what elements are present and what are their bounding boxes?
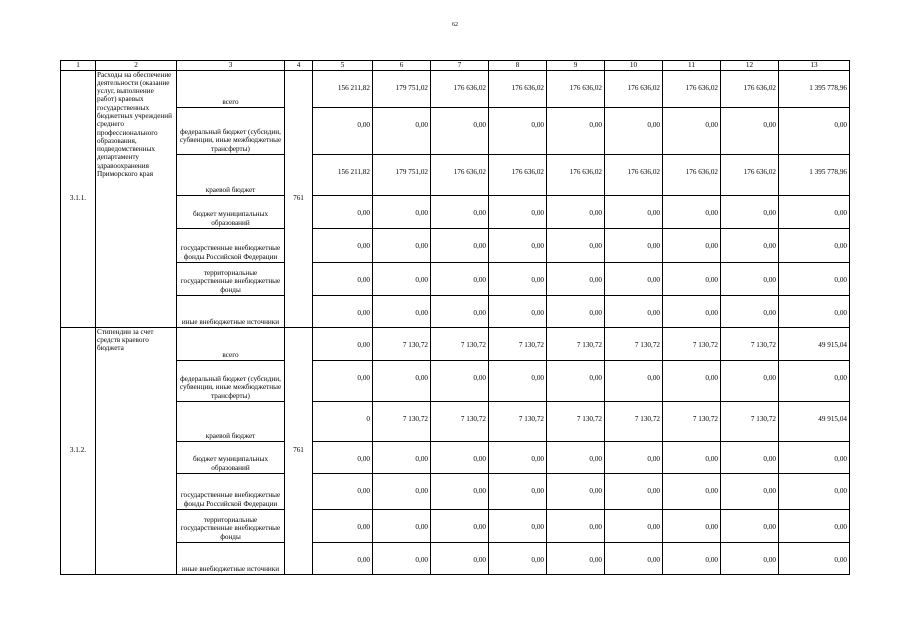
value-cell: 176 636,02 <box>663 70 721 107</box>
column-number: 2 <box>96 61 177 71</box>
value-cell: 0,00 <box>373 441 431 473</box>
column-number: 10 <box>605 61 663 71</box>
value-cell: 156 211,82 <box>313 70 373 107</box>
value-cell: 0,00 <box>779 262 850 295</box>
value-cell: 49 915,04 <box>779 401 850 441</box>
value-cell: 0,00 <box>779 473 850 509</box>
value-cell: 0,00 <box>431 295 489 327</box>
value-cell: 0,00 <box>547 473 605 509</box>
value-cell: 0,00 <box>547 441 605 473</box>
value-cell: 0,00 <box>779 441 850 473</box>
value-cell: 0,00 <box>373 195 431 228</box>
value-cell: 0,00 <box>547 262 605 295</box>
funding-source-label: государственные внебюджетные фонды Российской Федерации <box>177 473 285 509</box>
value-cell: 7 130,72 <box>373 327 431 360</box>
value-cell: 0,00 <box>431 542 489 574</box>
value-cell: 0,00 <box>489 295 547 327</box>
value-cell: 0,00 <box>605 262 663 295</box>
value-cell: 7 130,72 <box>373 401 431 441</box>
value-cell: 0,00 <box>663 295 721 327</box>
column-number: 13 <box>779 61 850 71</box>
page-number: 62 <box>452 22 458 28</box>
column-number: 7 <box>431 61 489 71</box>
value-cell: 7 130,72 <box>721 327 779 360</box>
value-cell: 0,00 <box>605 195 663 228</box>
value-cell: 0,00 <box>489 542 547 574</box>
value-cell: 0,00 <box>313 228 373 262</box>
value-cell: 176 636,02 <box>431 70 489 107</box>
value-cell: 0,00 <box>313 295 373 327</box>
value-cell: 49 915,04 <box>779 327 850 360</box>
funding-source-label: федеральный бюджет (субсидии, субвенции, иные межбюджетные трансферты) <box>177 360 285 401</box>
value-cell: 7 130,72 <box>431 401 489 441</box>
column-number: 5 <box>313 61 373 71</box>
value-cell: 0,00 <box>313 262 373 295</box>
value-cell: 0,00 <box>547 295 605 327</box>
value-cell: 0,00 <box>663 473 721 509</box>
table-row <box>61 542 850 574</box>
value-cell: 7 130,72 <box>605 401 663 441</box>
table-row <box>61 360 850 401</box>
value-cell: 0,00 <box>605 107 663 154</box>
value-cell: 7 130,72 <box>721 401 779 441</box>
value-cell: 0,00 <box>547 195 605 228</box>
value-cell: 1 395 778,96 <box>779 154 850 195</box>
value-cell: 0,00 <box>547 542 605 574</box>
value-cell: 0,00 <box>431 228 489 262</box>
funding-source-label: всего <box>177 327 285 360</box>
value-cell: 0,00 <box>779 228 850 262</box>
value-cell: 0,00 <box>721 262 779 295</box>
value-cell: 179 751,02 <box>373 154 431 195</box>
value-cell: 0,00 <box>605 441 663 473</box>
value-cell: 0,00 <box>779 509 850 542</box>
value-cell: 176 636,02 <box>721 154 779 195</box>
value-cell: 7 130,72 <box>431 327 489 360</box>
value-cell: 0,00 <box>373 509 431 542</box>
table-row <box>61 509 850 542</box>
value-cell: 0,00 <box>605 228 663 262</box>
value-cell: 0,00 <box>779 360 850 401</box>
value-cell: 0,00 <box>721 295 779 327</box>
value-cell: 0,00 <box>721 441 779 473</box>
value-cell: 0,00 <box>489 195 547 228</box>
table-row <box>61 228 850 262</box>
value-cell: 0,00 <box>313 542 373 574</box>
value-cell: 0,00 <box>431 360 489 401</box>
table-row <box>61 70 850 107</box>
value-cell: 0,00 <box>547 107 605 154</box>
column-number: 8 <box>489 61 547 71</box>
value-cell: 7 130,72 <box>489 401 547 441</box>
table-row <box>61 295 850 327</box>
section-code: 3.1.2. <box>61 327 96 574</box>
budget-table <box>60 60 850 575</box>
value-cell: 0,00 <box>721 228 779 262</box>
value-cell: 156 211,82 <box>313 154 373 195</box>
funding-source-label: иные внебюджетные источники <box>177 295 285 327</box>
value-cell: 0,00 <box>373 542 431 574</box>
value-cell: 7 130,72 <box>489 327 547 360</box>
table-row <box>61 107 850 154</box>
value-cell: 176 636,02 <box>547 154 605 195</box>
funding-source-label: краевой бюджет <box>177 401 285 441</box>
value-cell: 0,00 <box>489 262 547 295</box>
value-cell: 0,00 <box>373 473 431 509</box>
value-cell: 0,00 <box>313 360 373 401</box>
table-row <box>61 441 850 473</box>
value-cell: 0,00 <box>721 542 779 574</box>
value-cell: 0,00 <box>313 195 373 228</box>
value-cell: 176 636,02 <box>605 154 663 195</box>
value-cell: 0,00 <box>663 542 721 574</box>
value-cell: 176 636,02 <box>489 70 547 107</box>
value-cell: 0,00 <box>663 107 721 154</box>
value-cell: 176 636,02 <box>547 70 605 107</box>
value-cell: 0,00 <box>313 473 373 509</box>
value-cell: 0,00 <box>721 360 779 401</box>
value-cell: 0,00 <box>489 107 547 154</box>
value-cell: 0,00 <box>431 107 489 154</box>
value-cell: 0,00 <box>663 228 721 262</box>
value-cell: 0,00 <box>547 228 605 262</box>
value-cell: 7 130,72 <box>605 327 663 360</box>
table-row <box>61 262 850 295</box>
column-number-row <box>61 61 850 71</box>
funding-source-label: федеральный бюджет (субсидии, субвенции, иные межбюджетные трансферты) <box>177 107 285 154</box>
table-row <box>61 327 850 360</box>
value-cell: 0,00 <box>489 360 547 401</box>
table-row <box>61 154 850 195</box>
value-cell: 0,00 <box>605 295 663 327</box>
table-row <box>61 195 850 228</box>
funding-source-label: бюджет муниципальных образований <box>177 441 285 473</box>
value-cell: 0,00 <box>431 262 489 295</box>
value-cell: 0,00 <box>373 107 431 154</box>
section-code: 3.1.1. <box>61 70 96 327</box>
value-cell: 0,00 <box>313 509 373 542</box>
value-cell: 0,00 <box>489 228 547 262</box>
value-cell: 7 130,72 <box>547 327 605 360</box>
column-number: 3 <box>177 61 285 71</box>
value-cell: 0,00 <box>431 195 489 228</box>
value-cell: 0,00 <box>431 441 489 473</box>
value-cell: 0,00 <box>663 441 721 473</box>
funding-source-label: территориальные государственные внебюджетные фонды <box>177 262 285 295</box>
funding-source-label: всего <box>177 70 285 107</box>
value-cell: 0,00 <box>489 441 547 473</box>
value-cell: 0,00 <box>663 509 721 542</box>
value-cell: 0,00 <box>373 295 431 327</box>
funding-source-label: краевой бюджет <box>177 154 285 195</box>
funding-source-label: иные внебюджетные источники <box>177 542 285 574</box>
value-cell: 0,00 <box>313 441 373 473</box>
value-cell: 0,00 <box>605 473 663 509</box>
value-cell: 1 395 778,96 <box>779 70 850 107</box>
value-cell: 7 130,72 <box>663 401 721 441</box>
value-cell: 0,00 <box>663 195 721 228</box>
value-cell: 0,00 <box>779 195 850 228</box>
table-body <box>61 61 850 575</box>
section-description: Расходы на обеспечение деятельности (оказание услуг, выполнение работ) краевых государственных бюджетных учреждений среднего профессионального образования, подведомственных департаменту здравоохранения Приморского края <box>96 70 177 327</box>
value-cell: 0,00 <box>779 295 850 327</box>
value-cell: 0,00 <box>721 473 779 509</box>
column-number: 4 <box>285 61 313 71</box>
value-cell: 0,00 <box>373 262 431 295</box>
value-cell: 176 636,02 <box>605 70 663 107</box>
value-cell: 0,00 <box>431 473 489 509</box>
value-cell: 0,00 <box>663 360 721 401</box>
grbs-code: 761 <box>285 327 313 574</box>
funding-source-label: бюджет муниципальных образований <box>177 195 285 228</box>
column-number: 1 <box>61 61 96 71</box>
value-cell: 0,00 <box>547 360 605 401</box>
value-cell: 7 130,72 <box>663 327 721 360</box>
table-row <box>61 401 850 441</box>
value-cell: 0,00 <box>779 542 850 574</box>
grbs-code: 761 <box>285 70 313 327</box>
value-cell: 7 130,72 <box>547 401 605 441</box>
value-cell: 0,00 <box>373 360 431 401</box>
table-row <box>61 473 850 509</box>
column-number: 9 <box>547 61 605 71</box>
value-cell: 176 636,02 <box>721 70 779 107</box>
value-cell: 0,00 <box>663 262 721 295</box>
value-cell: 176 636,02 <box>663 154 721 195</box>
value-cell: 0,00 <box>605 509 663 542</box>
value-cell: 0,00 <box>313 327 373 360</box>
value-cell: 0,00 <box>721 195 779 228</box>
value-cell: 0,00 <box>489 509 547 542</box>
value-cell: 0,00 <box>779 107 850 154</box>
value-cell: 179 751,02 <box>373 70 431 107</box>
section-description: Стипендии за счет средств краевого бюджета <box>96 327 177 574</box>
value-cell: 0,00 <box>547 509 605 542</box>
value-cell: 0,00 <box>605 542 663 574</box>
value-cell: 0,00 <box>605 360 663 401</box>
funding-source-label: территориальные государственные внебюджетные фонды <box>177 509 285 542</box>
value-cell: 0,00 <box>489 473 547 509</box>
value-cell: 0 <box>313 401 373 441</box>
value-cell: 0,00 <box>373 228 431 262</box>
value-cell: 0,00 <box>721 107 779 154</box>
value-cell: 0,00 <box>431 509 489 542</box>
funding-source-label: государственные внебюджетные фонды Российской Федерации <box>177 228 285 262</box>
column-number: 11 <box>663 61 721 71</box>
value-cell: 176 636,02 <box>489 154 547 195</box>
column-number: 12 <box>721 61 779 71</box>
value-cell: 0,00 <box>313 107 373 154</box>
column-number: 6 <box>373 61 431 71</box>
value-cell: 176 636,02 <box>431 154 489 195</box>
value-cell: 0,00 <box>721 509 779 542</box>
